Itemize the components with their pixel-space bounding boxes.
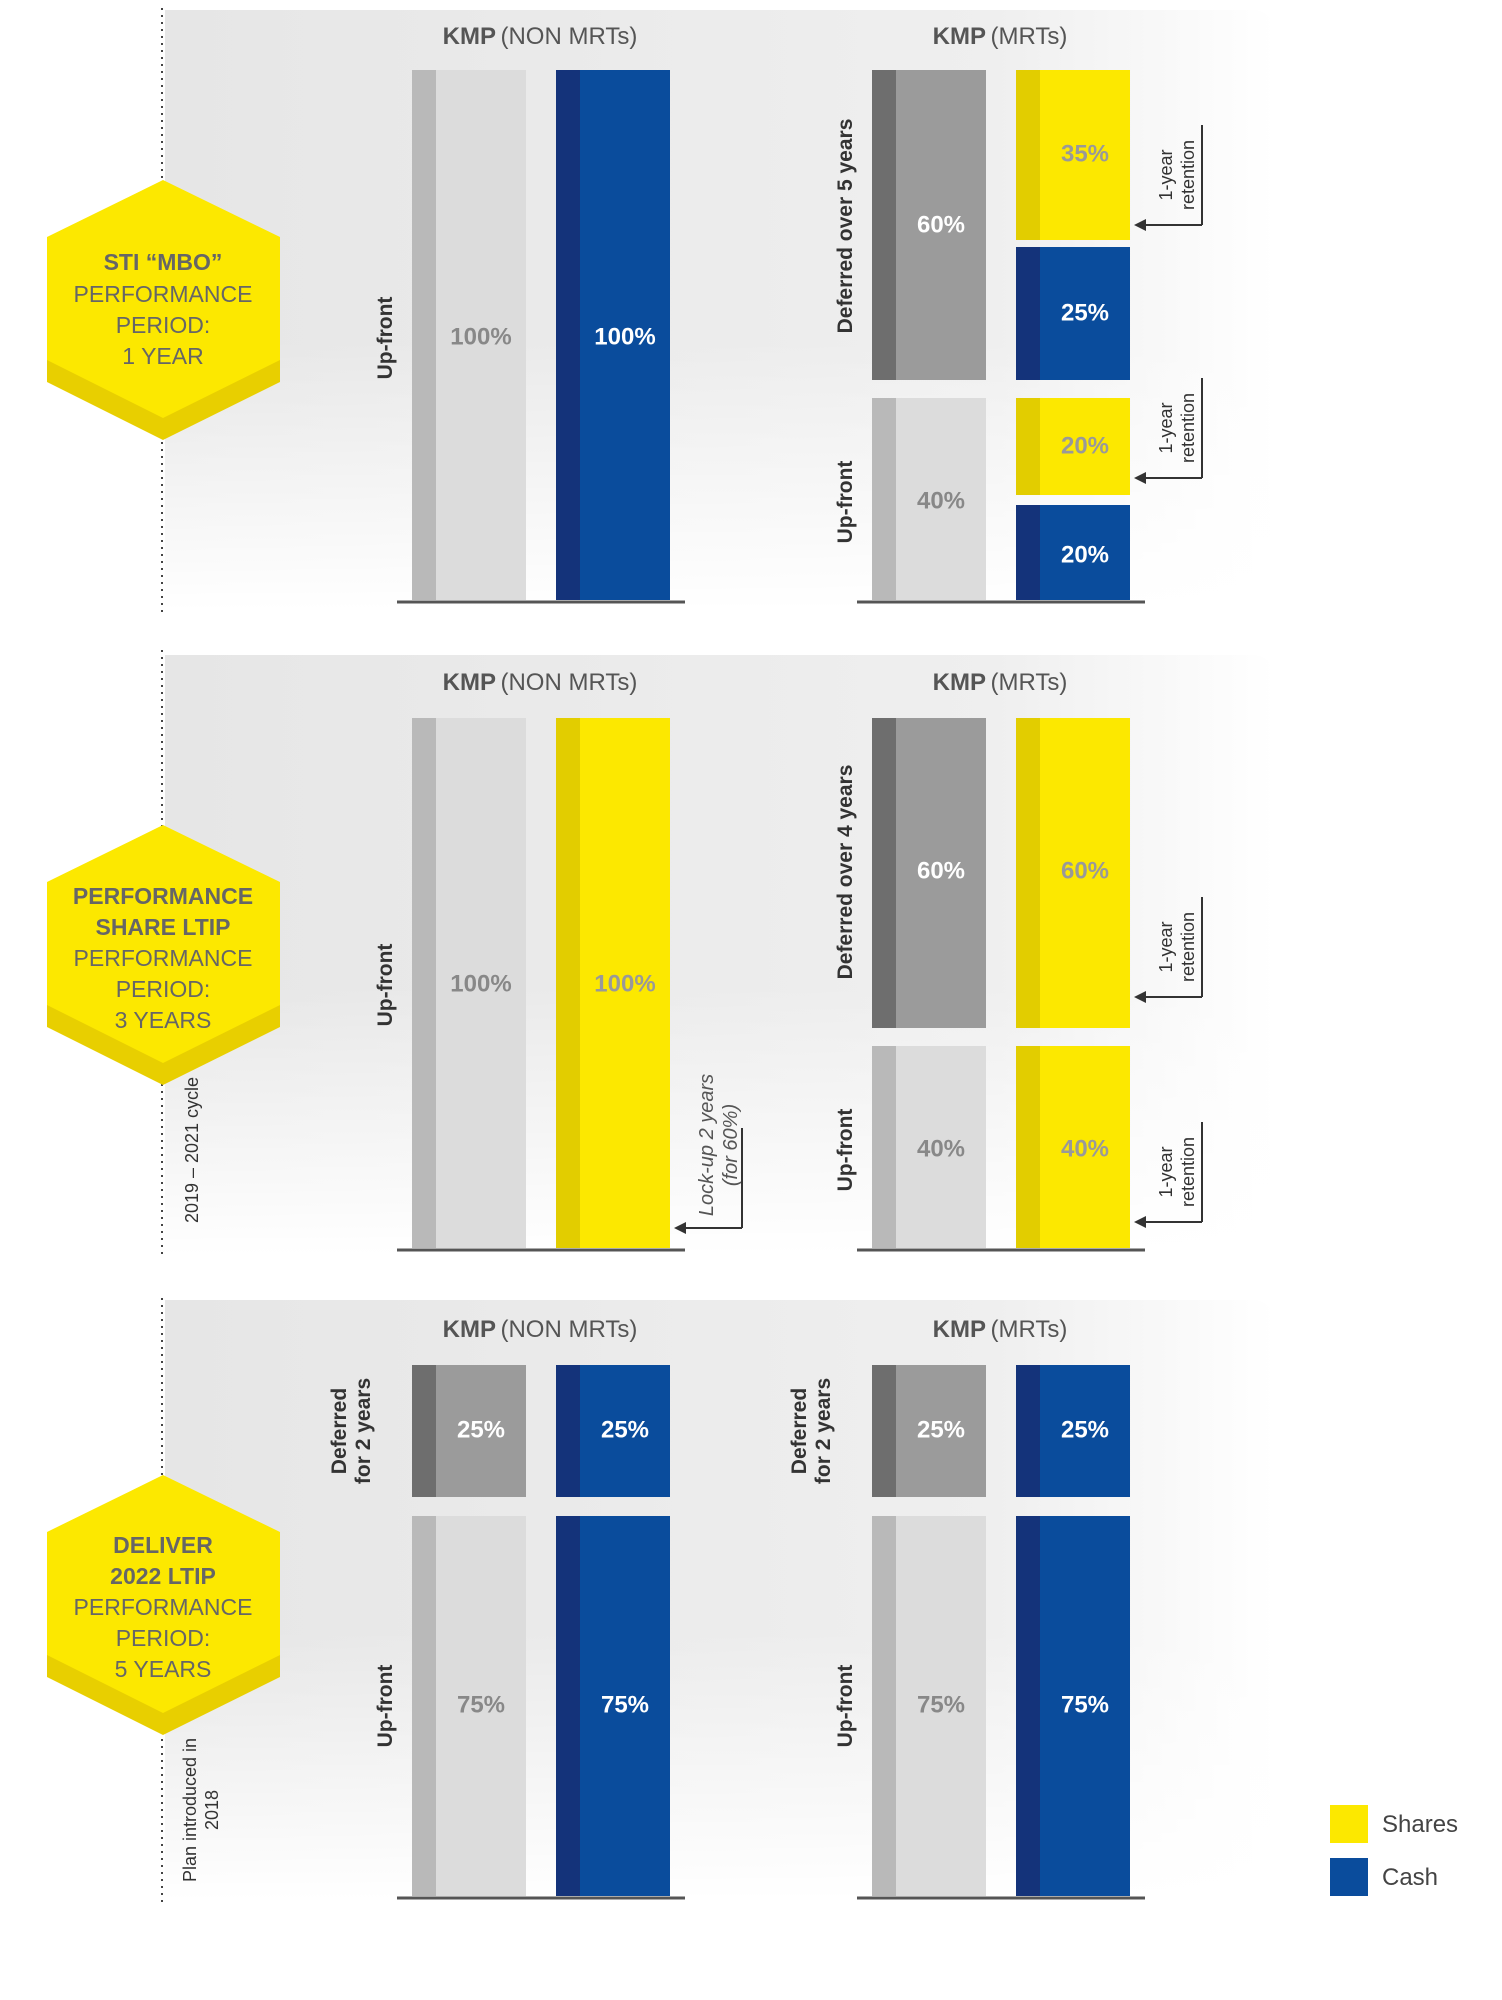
- svg-text:40%: 40%: [1060, 1135, 1110, 1163]
- legend-cash-swatch: [1330, 1858, 1368, 1896]
- legend: [1330, 1805, 1458, 1896]
- svg-text:retention: retention: [1178, 392, 1198, 464]
- svg-text:25%: 25%: [456, 1416, 506, 1444]
- hex-3-line-3: PERFORMANCE: [73, 1594, 253, 1620]
- s3-nonmrt-deferred-label-2: for 2 years: [352, 1377, 375, 1485]
- s1-mrt-deferred-label: Deferred over 5 years: [834, 118, 857, 334]
- s2-mrt-upfront-label: Up-front: [834, 1108, 857, 1192]
- svg-text:retention: retention: [1178, 1136, 1198, 1208]
- legend-shares-label: Shares: [1382, 1811, 1459, 1838]
- svg-text:retention: retention: [1178, 911, 1198, 983]
- plan-note-line-2: 2018: [202, 1789, 222, 1831]
- hex-1-line-2: PERFORMANCE: [73, 281, 253, 307]
- s2-mrt-grey-deferred: [872, 718, 986, 1028]
- s3-mrt-cash-deferred: [1016, 1365, 1130, 1497]
- hex-2-line-3: PERFORMANCE: [73, 945, 253, 971]
- s2-mrt-shares-upfront: [1016, 1046, 1130, 1248]
- s2-nonmrt-shares-bar: [556, 718, 670, 1248]
- s2-mrt-grey-upfront: [872, 1046, 986, 1248]
- s2-mrt-deferred-label: Deferred over 4 years: [834, 764, 857, 980]
- hex-3-line-5: 5 YEARS: [114, 1656, 212, 1682]
- s3-nonmrt-cash-upfront: [556, 1516, 670, 1896]
- svg-text:35%: 35%: [1060, 140, 1110, 168]
- s1-mrt-grey-deferred: [872, 70, 986, 380]
- s3-nonmrt-cash-deferred: [556, 1365, 670, 1497]
- svg-text:60%: 60%: [1060, 857, 1110, 885]
- svg-text:KMP (MRTs): KMP (MRTs): [932, 23, 1068, 50]
- svg-text:(for 60%): (for 60%): [720, 1103, 742, 1187]
- hex-2-line-4: PERIOD:: [115, 976, 211, 1002]
- svg-text:75%: 75%: [456, 1691, 506, 1719]
- hex-1-line-1: STI “MBO”: [103, 249, 223, 275]
- s1-nonmrt-cash-bar: [556, 70, 670, 600]
- svg-text:20%: 20%: [1060, 432, 1110, 460]
- svg-text:25%: 25%: [1060, 1416, 1110, 1444]
- svg-text:60%: 60%: [916, 211, 966, 239]
- svg-text:20%: 20%: [1060, 541, 1110, 569]
- svg-text:KMP (MRTs): KMP (MRTs): [932, 1316, 1068, 1343]
- s1-mrt-cash-deferred: [1016, 247, 1130, 380]
- s3-nonmrt-upfront-label: Up-front: [374, 1664, 397, 1748]
- s2-nonmrt-upfront-label: Up-front: [374, 943, 397, 1027]
- svg-text:75%: 75%: [1060, 1691, 1110, 1719]
- svg-text:60%: 60%: [916, 857, 966, 885]
- s3-mrt-upfront-label: Up-front: [834, 1664, 857, 1748]
- s3-nonmrt-deferred-label-1: Deferred: [328, 1387, 351, 1475]
- hex-1-line-4: 1 YEAR: [122, 343, 204, 369]
- svg-text:KMP (MRTs): KMP (MRTs): [932, 669, 1068, 696]
- s3-mrt-grey-upfront: [872, 1516, 986, 1896]
- s1-mrt-shares-deferred: [1016, 70, 1130, 240]
- s1-nonmrt-upfront-label: Up-front: [374, 296, 397, 380]
- hex-2-line-2: SHARE LTIP: [95, 914, 231, 940]
- s1-mrt-upfront-label: Up-front: [834, 460, 857, 544]
- svg-text:retention: retention: [1178, 139, 1198, 211]
- svg-text:25%: 25%: [600, 1416, 650, 1444]
- svg-text:KMP (NON MRTs): KMP (NON MRTs): [442, 23, 638, 50]
- hex-3-line-2: 2022 LTIP: [110, 1563, 216, 1589]
- svg-text:25%: 25%: [1060, 299, 1110, 327]
- svg-text:100%: 100%: [450, 323, 512, 351]
- s3-mrt-deferred-label-1: Deferred: [788, 1387, 811, 1475]
- svg-text:KMP (NON MRTs): KMP (NON MRTs): [442, 669, 638, 696]
- hex-3-line-1: DELIVER: [113, 1532, 213, 1558]
- s1-mrt-grey-upfront: [872, 398, 986, 600]
- svg-text:100%: 100%: [594, 323, 656, 351]
- s3-mrt-cash-upfront: [1016, 1516, 1130, 1896]
- svg-text:100%: 100%: [594, 970, 656, 998]
- svg-text:1-year: 1-year: [1156, 1146, 1176, 1198]
- hex-2-line-1: PERFORMANCE: [72, 883, 254, 909]
- svg-text:KMP (NON MRTs): KMP (NON MRTs): [442, 1316, 638, 1343]
- s2-mrt-shares-deferred: [1016, 718, 1130, 1028]
- svg-text:1-year: 1-year: [1156, 402, 1176, 454]
- hex-3-line-4: PERIOD:: [115, 1625, 211, 1651]
- s1-nonmrt-grey-bar: [412, 70, 526, 600]
- s3-mrt-deferred-label-2: for 2 years: [812, 1377, 835, 1485]
- hex-2-line-5: 3 YEARS: [114, 1007, 212, 1033]
- s3-nonmrt-grey-upfront: [412, 1516, 526, 1896]
- svg-text:25%: 25%: [916, 1416, 966, 1444]
- svg-text:75%: 75%: [600, 1691, 650, 1719]
- hex-1-line-3: PERIOD:: [115, 312, 211, 338]
- legend-cash-label: Cash: [1382, 1864, 1439, 1891]
- s3-mrt-grey-deferred: [872, 1365, 986, 1497]
- plan-note-line-1: Plan introduced in: [180, 1737, 200, 1883]
- legend-shares-swatch: [1330, 1805, 1368, 1843]
- cycle-note: 2019 – 2021 cycle: [182, 1076, 202, 1224]
- svg-text:1-year: 1-year: [1156, 921, 1176, 973]
- s2-nonmrt-grey-bar: [412, 718, 526, 1248]
- svg-text:1-year: 1-year: [1156, 149, 1176, 201]
- svg-text:40%: 40%: [916, 487, 966, 515]
- svg-text:40%: 40%: [916, 1135, 966, 1163]
- s3-nonmrt-grey-deferred: [412, 1365, 526, 1497]
- s1-mrt-shares-upfront: [1016, 398, 1130, 495]
- svg-text:75%: 75%: [916, 1691, 966, 1719]
- svg-text:Lock-up 2 years: Lock-up 2 years: [696, 1073, 718, 1217]
- s1-mrt-cash-upfront: [1016, 505, 1130, 600]
- svg-text:100%: 100%: [450, 970, 512, 998]
